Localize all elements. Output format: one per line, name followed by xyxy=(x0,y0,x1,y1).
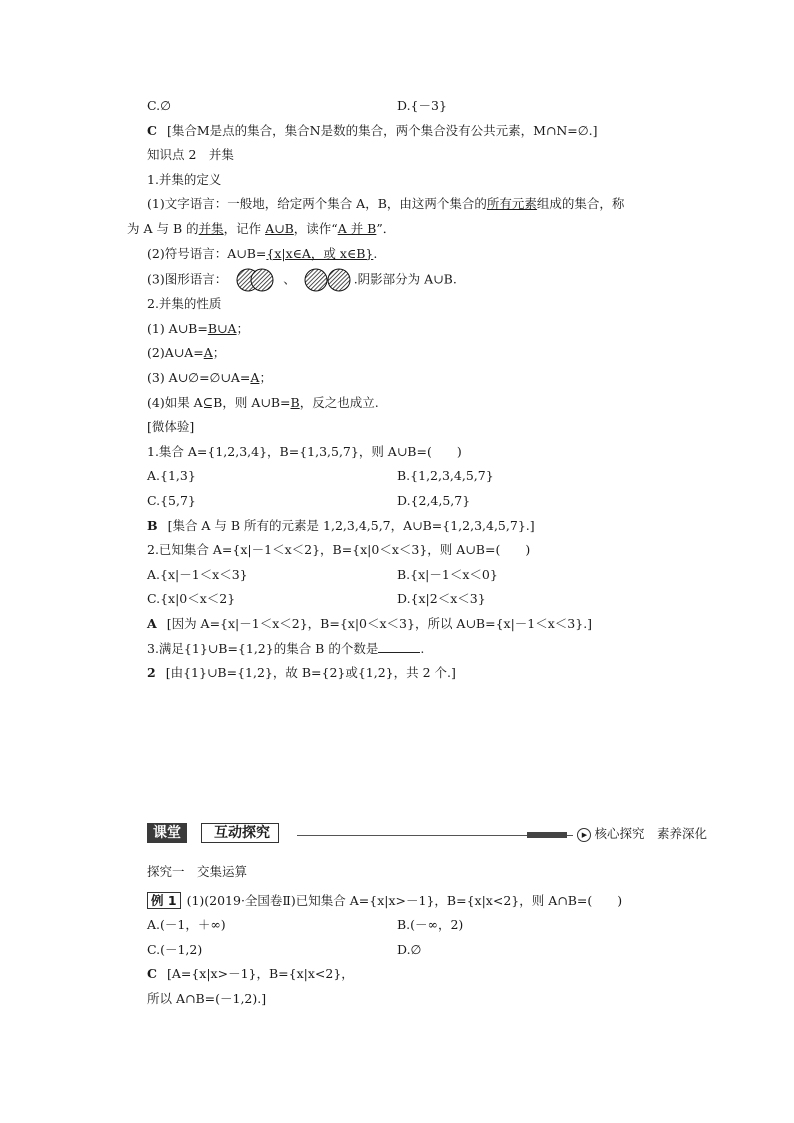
banner-right: ▶ 核心探究 素养深化 xyxy=(573,825,707,843)
q1-options-cd: C.{5,7} D.{2,4,5,7} xyxy=(147,492,471,508)
play-icon: ▶ xyxy=(577,828,591,842)
answer-2: A [因为 A={x|－1＜x＜2}，B={x|0＜x＜3}，所以 A∪B={x|－1＜x＜3}.] xyxy=(147,615,593,631)
answer-blank xyxy=(378,638,420,653)
q1-options-ab: A.{1,3} B.{1,2,3,4,5,7} xyxy=(147,468,494,484)
q2-options-ab: A.{x|－1＜x＜3} B.{x|－1＜x＜0} xyxy=(147,566,498,582)
symbol-language-line: (2)符号语言：A∪B={x|x∈A，或 x∈B}. xyxy=(147,245,378,261)
question-2: 2.已知集合 A={x|－1＜x＜2}，B={x|0＜x＜3}，则 A∪B=( ) xyxy=(147,542,531,558)
option-row xyxy=(147,96,707,121)
banner-rule-accent xyxy=(527,832,567,838)
option-c: C.∅ xyxy=(147,98,171,113)
explore-section xyxy=(147,862,707,1014)
property-4: (4)如果 A⊆B，则 A∪B=B，反之也成立. xyxy=(147,394,379,410)
knowledge-point-title: 知识点 2 并集 xyxy=(147,147,234,163)
property-3: (3) A∪∅=∅∪A=A； xyxy=(147,369,272,385)
answer-line xyxy=(147,121,707,146)
text-language-line-2: 为 A 与 B 的并集，记作 A∪B，读作“A 并 B”． xyxy=(127,220,396,236)
page-content xyxy=(127,96,707,688)
property-2: (2)A∪A=A； xyxy=(147,345,226,361)
question-1: 1.集合 A={1,2,3,4}，B={1,3,5,7}，则 A∪B=( ) xyxy=(147,443,462,459)
example-label: 例 1 xyxy=(147,892,181,909)
venn-subset-icon xyxy=(302,268,352,292)
banner-tag-classroom: 课堂 xyxy=(147,823,187,843)
property-1: (1) A∪B=B∪A； xyxy=(147,320,250,336)
ex1-options-ab: A.(－1，＋∞) B.(－∞，2) xyxy=(147,917,464,933)
answer-3: 2 [由{1}∪B={1,2}，故 B={2}或{1,2}，共 2 个.] xyxy=(147,665,456,681)
ex1-options-cd: C.(－1,2) D.∅ xyxy=(147,941,422,957)
section-banner xyxy=(147,821,707,847)
figure-language-line: (3)图形语言： 、 .阴影部分为 A∪B. xyxy=(147,268,707,294)
answer-1: B [集合 A 与 B 所有的元素是 1,2,3,4,5,7，A∪B={1,2,3,4,5,7}.] xyxy=(147,517,535,533)
explore-title: 探究一 交集运算 xyxy=(147,864,248,879)
venn-overlap-icon xyxy=(233,268,277,292)
question-3: 3.满足{1}∪B={1,2}的集合 B 的个数是 . xyxy=(147,638,707,663)
wei-heading: [微体验] xyxy=(147,419,195,435)
example-1: 例 1 (1)(2019·全国卷Ⅱ)已知集合 A={x|x>－1}，B={x|x<2}，则 A∩B=( ) xyxy=(147,891,707,916)
ex1-answer: C [A={x|x>－1}，B={x|x<2}， xyxy=(147,966,354,982)
text-language-line: (1)文字语言：一般地，给定两个集合 A，B，由这两个集合的所有元素组成的集合，称 xyxy=(147,196,625,212)
answer-text: [集合M是点的集合，集合N是数的集合，两个集合没有公共元素，M∩N=∅.] xyxy=(166,122,598,138)
banner-tag-interactive: 互动探究 xyxy=(201,823,279,843)
option-d: D.{－3} xyxy=(397,98,447,113)
definition-heading: 1.并集的定义 xyxy=(147,171,222,187)
property-heading: 2.并集的性质 xyxy=(147,296,222,312)
ex1-answer-2: 所以 A∩B=(－1,2).] xyxy=(147,990,267,1006)
q2-options-cd: C.{x|0＜x＜2} D.{x|2＜x＜3} xyxy=(147,591,486,607)
answer-letter: C xyxy=(147,122,157,138)
